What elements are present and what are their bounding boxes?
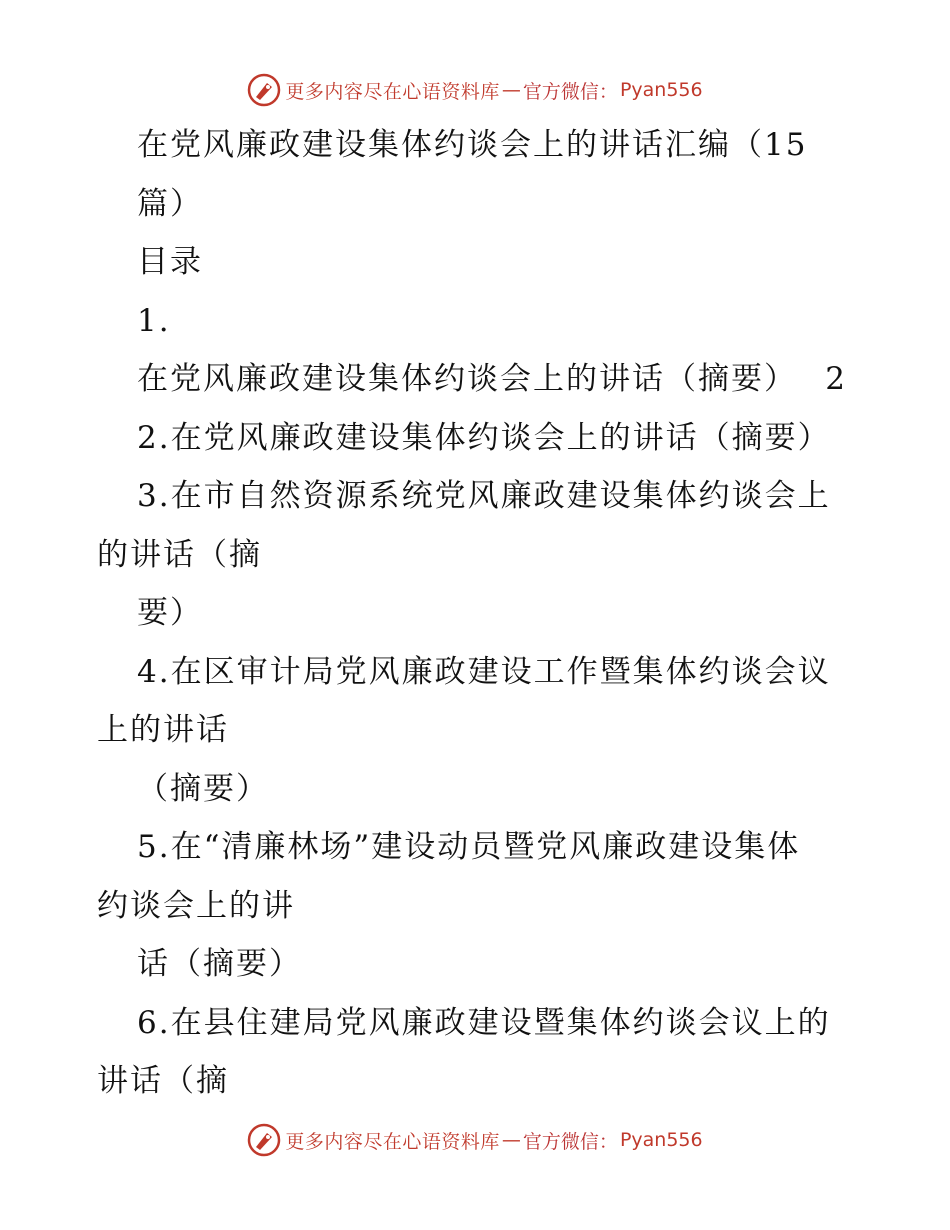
document-body [97, 116, 857, 1111]
toc-entry-5-line-3: 话（摘要） [137, 946, 302, 982]
toc-entry-3-line-2: 的讲话（摘 [97, 536, 262, 573]
watermark-official-label: 官方微信： [522, 80, 618, 103]
toc-heading: 目录 [137, 244, 203, 280]
watermark-dash: — [501, 79, 521, 101]
toc-entry-1-text: 在党风廉政建设集体约谈会上的讲话（摘要） [137, 361, 797, 397]
toc-entry-4-line-1: 4.在区审计局党风廉政建设工作暨集体约谈会议 [137, 653, 831, 690]
toc-entry-6-line-2: 讲话（摘 [97, 1063, 229, 1099]
header-watermark [0, 68, 950, 112]
toc-entry-4-line-3: （摘要） [137, 770, 269, 807]
pen-nib-logo-icon [247, 73, 281, 107]
toc-entry-6-line-1: 6.在县住建局党风廉政建设暨集体约谈会议上的 [137, 1004, 831, 1041]
toc-entry-5-line-1: 5.在“清廉林场”建设动员暨党风廉政建设集体 [137, 829, 801, 865]
toc-entry-2: 2.在党风廉政建设集体约谈会上的讲话（摘要） [137, 419, 831, 456]
toc-entry-3-line-3: 要） [137, 595, 203, 631]
watermark-brand: 更多内容尽在心语资料库 [285, 80, 500, 103]
watermark-account: Pyan556 [619, 1129, 703, 1151]
toc-entry-5-line-2: 约谈会上的讲 [97, 887, 295, 924]
toc-entry-4-line-2: 上的讲话 [97, 712, 229, 748]
toc-entry-3-line-1: 3.在市自然资源系统党风廉政建设集体约谈会上 [137, 478, 831, 514]
watermark-dash: — [501, 1129, 521, 1151]
toc-entry-1-number: 1. [137, 302, 171, 339]
doc-title-line-1: 在党风廉政建设集体约谈会上的讲话汇编（15 [137, 127, 808, 163]
toc-entry-1 [97, 350, 857, 409]
watermark-account: Pyan556 [619, 79, 703, 101]
toc-entry-1-page: 2 [825, 361, 847, 397]
watermark-official-label: 官方微信： [522, 1130, 618, 1153]
watermark-brand: 更多内容尽在心语资料库 [285, 1130, 500, 1153]
doc-title-line-2: 篇） [137, 185, 203, 222]
footer-watermark [0, 1118, 950, 1162]
pen-nib-logo-icon [247, 1123, 281, 1157]
